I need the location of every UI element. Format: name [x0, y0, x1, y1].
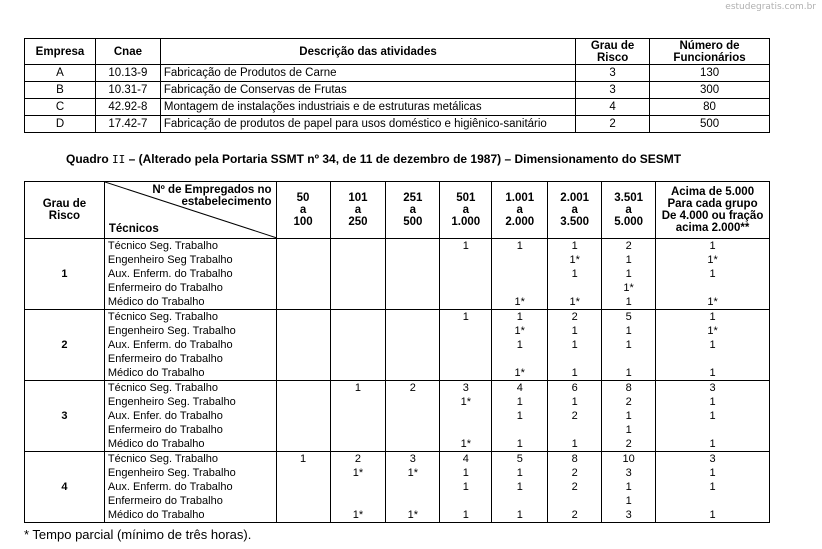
count-value: 3 — [709, 453, 716, 465]
count-value — [280, 480, 327, 494]
count-cell — [548, 239, 602, 310]
tecnico-label: Técnico Seg. Trabalho — [107, 382, 218, 394]
count-value — [389, 423, 436, 437]
count-value: 1 — [709, 311, 716, 323]
tecnico-label: Aux. Enfer. do Trabalho — [107, 410, 223, 422]
count-value: 1* — [460, 396, 471, 408]
count-value — [389, 324, 436, 338]
count-value — [443, 338, 488, 352]
count-cell — [602, 381, 656, 452]
count-value — [334, 253, 383, 267]
tecnicos-list — [104, 310, 276, 381]
cell-func: 130 — [650, 65, 770, 82]
count-cell — [440, 310, 492, 381]
count-value — [443, 366, 488, 380]
companies-table — [24, 38, 770, 133]
count-value — [495, 281, 544, 295]
count-value — [389, 366, 436, 380]
count-value — [280, 253, 327, 267]
tecnico-label: Técnico Seg. Trabalho — [107, 311, 218, 323]
count-value — [280, 423, 327, 437]
count-value — [605, 352, 652, 366]
count-value — [443, 352, 488, 366]
count-value: 2 — [571, 467, 578, 479]
count-value — [334, 324, 383, 338]
count-value: 10 — [622, 453, 635, 465]
count-value — [280, 324, 327, 338]
count-value: 1* — [569, 254, 580, 266]
header-grau-risco: Grau de Risco — [25, 182, 105, 239]
tecnico-label: Médico do Trabalho — [107, 438, 205, 450]
count-value: 1 — [299, 453, 307, 465]
count-value — [551, 423, 598, 437]
count-value — [280, 366, 327, 380]
count-value — [280, 508, 327, 522]
count-value — [551, 281, 598, 295]
header-range-line: 1.001 — [505, 192, 535, 204]
count-value: 3 — [625, 467, 632, 479]
count-value — [389, 310, 436, 324]
count-value: 3 — [709, 382, 716, 394]
header-range — [386, 182, 440, 239]
count-value — [280, 437, 327, 451]
count-value: 1* — [352, 509, 364, 521]
header-range-line: a — [354, 204, 362, 216]
header-range-line: 3.501 — [614, 192, 644, 204]
tecnico-label: Engenheiro Seg. Trabalho — [107, 467, 236, 479]
count-value — [495, 423, 544, 437]
cell-cnae: 10.13-9 — [95, 65, 160, 82]
count-value — [443, 253, 488, 267]
count-value — [280, 239, 327, 253]
header-range-line: a — [409, 204, 417, 216]
count-value: 1 — [709, 396, 716, 408]
header-range-line: 2.000 — [505, 216, 535, 228]
count-value — [389, 395, 436, 409]
header-range-line: 501 — [456, 192, 476, 204]
count-value: 2 — [625, 396, 632, 408]
count-value — [334, 281, 383, 295]
count-cell — [276, 452, 330, 523]
count-value: 1 — [571, 339, 578, 351]
count-value: 1 — [625, 410, 632, 422]
count-value — [443, 409, 488, 423]
count-value — [443, 494, 488, 508]
table-row — [25, 65, 770, 82]
count-cell — [440, 239, 492, 310]
count-value: 1 — [709, 339, 716, 351]
count-value: 1 — [709, 367, 716, 379]
count-value — [659, 494, 766, 508]
count-value: 1 — [625, 495, 632, 507]
count-value — [334, 409, 383, 423]
count-cell — [276, 381, 330, 452]
header-range-line: Para cada grupo — [667, 198, 758, 210]
count-value: 1 — [462, 481, 469, 493]
count-value: 1 — [516, 467, 523, 479]
cell-cnae: 10.31-7 — [95, 82, 160, 99]
cell-func: 500 — [650, 116, 770, 133]
count-value — [334, 267, 383, 281]
watermark: estudegratis.com.br — [725, 2, 816, 12]
count-value: 1 — [516, 240, 523, 252]
count-cell — [656, 310, 770, 381]
count-value — [280, 409, 327, 423]
tecnico-label: Aux. Enferm. do Trabalho — [107, 481, 233, 493]
count-value — [334, 352, 383, 366]
count-cell — [656, 381, 770, 452]
count-cell — [492, 452, 548, 523]
count-value — [389, 239, 436, 253]
grau-value: 1 — [25, 239, 105, 310]
count-value: 1* — [407, 467, 419, 479]
count-value: 8 — [571, 453, 578, 465]
count-value — [389, 494, 436, 508]
header-empregados: Nº de Empregados no estabelecimento — [152, 184, 272, 208]
count-value — [443, 281, 488, 295]
header-range-line: 500 — [403, 216, 423, 228]
count-value: 1 — [516, 438, 523, 450]
count-value: 1* — [514, 367, 525, 379]
grau-value: 4 — [25, 452, 105, 523]
count-value: 5 — [625, 311, 632, 323]
header-range-line: 100 — [293, 216, 313, 228]
count-value: 1 — [571, 367, 578, 379]
header-range-line: 251 — [403, 192, 423, 204]
tecnico-label: Técnico Seg. Trabalho — [107, 240, 218, 252]
tecnico-label: Engenheiro Seg Trabalho — [107, 254, 233, 266]
count-cell — [548, 310, 602, 381]
count-value — [389, 253, 436, 267]
count-value: 1* — [514, 325, 525, 337]
count-value — [334, 423, 383, 437]
count-value: 1 — [354, 382, 362, 394]
count-value: 1 — [462, 311, 469, 323]
table1-header: Cnae — [95, 39, 160, 65]
cell-cnae: 42.92-8 — [95, 99, 160, 116]
header-tecnicos: Técnicos — [108, 223, 159, 235]
header-range-line: 2.001 — [560, 192, 590, 204]
header-range-line: a — [571, 204, 578, 216]
count-cell — [330, 239, 386, 310]
table1-header: Grau de Risco — [576, 39, 650, 65]
header-range-line: 250 — [348, 216, 368, 228]
header-range-line: 5.000 — [614, 216, 644, 228]
cell-descricao: Fabricação de Conservas de Frutas — [160, 82, 575, 99]
cell-descricao: Fabricação de Produtos de Carne — [160, 65, 575, 82]
header-range-line: 1.000 — [451, 216, 481, 228]
count-cell — [548, 452, 602, 523]
header-range-line: a — [625, 204, 632, 216]
grau-group-row — [25, 310, 770, 381]
count-value — [389, 267, 436, 281]
count-value: 1 — [571, 396, 578, 408]
count-cell — [602, 239, 656, 310]
header-range-line: Acima de 5.000 — [670, 186, 755, 198]
count-value — [659, 423, 766, 437]
count-value — [443, 295, 488, 309]
count-value — [495, 494, 544, 508]
count-value — [389, 281, 436, 295]
count-value: 2 — [625, 438, 632, 450]
count-value: 1 — [709, 240, 716, 252]
count-value: 1 — [462, 509, 469, 521]
table-row — [25, 82, 770, 99]
count-value: 3 — [625, 509, 632, 521]
count-value: 1 — [625, 296, 632, 308]
tecnico-label: Técnico Seg. Trabalho — [107, 453, 218, 465]
table-caption: Quadro II – (Alterado pela Portaria SSMT nº 34, de 11 de dezembro de 1987) – Dimensionamento do SESMT — [66, 152, 682, 166]
count-value: 1 — [571, 268, 578, 280]
count-value: 1* — [352, 467, 364, 479]
count-value: 1 — [709, 410, 716, 422]
header-range — [440, 182, 492, 239]
tecnico-label: Médico do Trabalho — [107, 296, 205, 308]
count-value: 1 — [709, 467, 716, 479]
count-value: 8 — [625, 382, 632, 394]
count-value: 1 — [625, 325, 632, 337]
count-value: 1 — [709, 268, 716, 280]
count-cell — [386, 239, 440, 310]
count-value — [334, 239, 383, 253]
count-value — [334, 295, 383, 309]
cell-grau: 3 — [576, 65, 650, 82]
count-value: 1 — [709, 509, 716, 521]
count-value — [334, 437, 383, 451]
grau-group-row — [25, 239, 770, 310]
count-value: 1 — [516, 481, 523, 493]
count-value: 1 — [625, 481, 632, 493]
count-value: 1 — [625, 339, 632, 351]
table-row — [25, 116, 770, 133]
tecnicos-list — [104, 239, 276, 310]
count-value: 1* — [460, 438, 471, 450]
tecnico-label: Enfermeiro do Trabalho — [107, 353, 223, 365]
cell-grau: 3 — [576, 82, 650, 99]
count-value: 1* — [569, 296, 580, 308]
count-value — [280, 466, 327, 480]
header-range — [548, 182, 602, 239]
count-value — [280, 494, 327, 508]
cell-func: 300 — [650, 82, 770, 99]
count-value — [551, 494, 598, 508]
count-cell — [440, 452, 492, 523]
header-range — [602, 182, 656, 239]
count-value: 1 — [571, 325, 578, 337]
grau-value: 3 — [25, 381, 105, 452]
header-range-line: 101 — [348, 192, 368, 204]
count-value: 1* — [707, 254, 718, 266]
cell-descricao: Fabricação de produtos de papel para usos doméstico e higiênico-sanitário — [160, 116, 575, 133]
cell-grau: 4 — [576, 99, 650, 116]
cell-empresa: D — [25, 116, 96, 133]
count-value — [280, 381, 327, 395]
tecnico-label: Médico do Trabalho — [107, 367, 205, 379]
count-value: 2 — [571, 481, 578, 493]
count-value: 1* — [623, 282, 634, 294]
count-value — [659, 281, 766, 295]
count-cell — [386, 381, 440, 452]
count-value — [443, 324, 488, 338]
count-cell — [492, 310, 548, 381]
count-value: 1 — [516, 311, 523, 323]
count-value: 1 — [625, 254, 632, 266]
count-value — [280, 352, 327, 366]
count-value: 1 — [709, 438, 716, 450]
footnote: * Tempo parcial (mínimo de três horas). — [24, 527, 252, 542]
sesmt-table — [24, 181, 770, 523]
count-value: 6 — [571, 382, 578, 394]
header-range-line: a — [462, 204, 469, 216]
header-diagonal — [104, 182, 276, 239]
count-value — [389, 295, 436, 309]
count-value — [280, 338, 327, 352]
tecnico-label: Enfermeiro do Trabalho — [107, 282, 223, 294]
count-value: 1 — [462, 467, 469, 479]
count-value: 1 — [625, 367, 632, 379]
count-value: 5 — [516, 453, 523, 465]
tecnico-label: Médico do Trabalho — [107, 509, 205, 521]
count-value — [280, 267, 327, 281]
header-range-line: De 4.000 ou fração — [661, 210, 764, 222]
count-cell — [602, 310, 656, 381]
count-value — [334, 395, 383, 409]
count-value: 1 — [625, 424, 632, 436]
count-value: 2 — [354, 453, 362, 465]
count-value — [389, 480, 436, 494]
count-value — [495, 253, 544, 267]
cell-cnae: 17.42-7 — [95, 116, 160, 133]
count-cell — [656, 239, 770, 310]
count-value — [389, 352, 436, 366]
count-value: 2 — [625, 240, 632, 252]
header-range — [656, 182, 770, 239]
cell-empresa: B — [25, 82, 96, 99]
grau-value: 2 — [25, 310, 105, 381]
count-value: 1 — [571, 438, 578, 450]
count-value: 2 — [571, 509, 578, 521]
count-value — [495, 267, 544, 281]
count-value: 1 — [516, 509, 523, 521]
cell-descricao: Montagem de instalações industriais e de estruturas metálicas — [160, 99, 575, 116]
count-value: 1* — [707, 325, 718, 337]
count-value — [334, 494, 383, 508]
count-cell — [602, 452, 656, 523]
count-value — [389, 338, 436, 352]
count-value — [389, 409, 436, 423]
tecnico-label: Engenheiro Seg. Trabalho — [107, 396, 236, 408]
tecnico-label: Enfermeiro do Trabalho — [107, 424, 223, 436]
count-value — [334, 310, 383, 324]
count-value — [334, 338, 383, 352]
count-value: 1 — [625, 268, 632, 280]
count-value: 3 — [462, 382, 469, 394]
table1-header: Número de Funcionários — [650, 39, 770, 65]
cell-empresa: C — [25, 99, 96, 116]
count-value: 1 — [571, 240, 578, 252]
count-value: 4 — [462, 453, 469, 465]
count-value — [495, 352, 544, 366]
count-value — [280, 310, 327, 324]
count-cell — [386, 452, 440, 523]
count-value: 1* — [514, 296, 525, 308]
count-cell — [276, 310, 330, 381]
count-value — [389, 437, 436, 451]
count-cell — [330, 381, 386, 452]
count-value: 4 — [516, 382, 523, 394]
count-value: 2 — [571, 410, 578, 422]
header-range — [330, 182, 386, 239]
grau-group-row — [25, 452, 770, 523]
header-range — [492, 182, 548, 239]
count-value — [280, 281, 327, 295]
count-value: 2 — [409, 382, 416, 394]
count-cell — [440, 381, 492, 452]
header-range-line: a — [299, 204, 307, 216]
count-value: 1 — [462, 240, 469, 252]
count-cell — [276, 239, 330, 310]
count-value — [551, 352, 598, 366]
cell-grau: 2 — [576, 116, 650, 133]
header-range-line: a — [516, 204, 523, 216]
count-value: 2 — [571, 311, 578, 323]
count-value — [334, 366, 383, 380]
count-value: 3 — [409, 453, 416, 465]
count-value: 1* — [407, 509, 419, 521]
count-cell — [492, 381, 548, 452]
count-value — [280, 395, 327, 409]
header-range-line: 50 — [296, 192, 310, 204]
grau-group-row — [25, 381, 770, 452]
header-range-line: acima 2.000** — [675, 222, 750, 234]
tecnico-label: Enfermeiro do Trabalho — [107, 495, 223, 507]
count-value: 1 — [516, 339, 523, 351]
header-range-line: 3.500 — [560, 216, 590, 228]
tecnico-label: Aux. Enferm. do Trabalho — [107, 268, 233, 280]
count-value: 1 — [709, 481, 716, 493]
tecnico-label: Aux. Enferm. do Trabalho — [107, 339, 233, 351]
tecnicos-list — [104, 452, 276, 523]
count-value: 1 — [516, 410, 523, 422]
count-value — [443, 267, 488, 281]
tecnico-label: Engenheiro Seg. Trabalho — [107, 325, 236, 337]
count-value — [443, 423, 488, 437]
count-cell — [330, 452, 386, 523]
count-cell — [492, 239, 548, 310]
count-cell — [330, 310, 386, 381]
tecnicos-list — [104, 381, 276, 452]
cell-func: 80 — [650, 99, 770, 116]
count-value — [659, 352, 766, 366]
table1-header: Empresa — [25, 39, 96, 65]
count-value — [280, 295, 327, 309]
count-cell — [656, 452, 770, 523]
count-value: 1 — [516, 396, 523, 408]
table-row — [25, 99, 770, 116]
count-value — [334, 480, 383, 494]
cell-empresa: A — [25, 65, 96, 82]
count-cell — [548, 381, 602, 452]
header-range — [276, 182, 330, 239]
table1-header: Descrição das atividades — [160, 39, 575, 65]
count-value: 1* — [707, 296, 718, 308]
count-cell — [386, 310, 440, 381]
